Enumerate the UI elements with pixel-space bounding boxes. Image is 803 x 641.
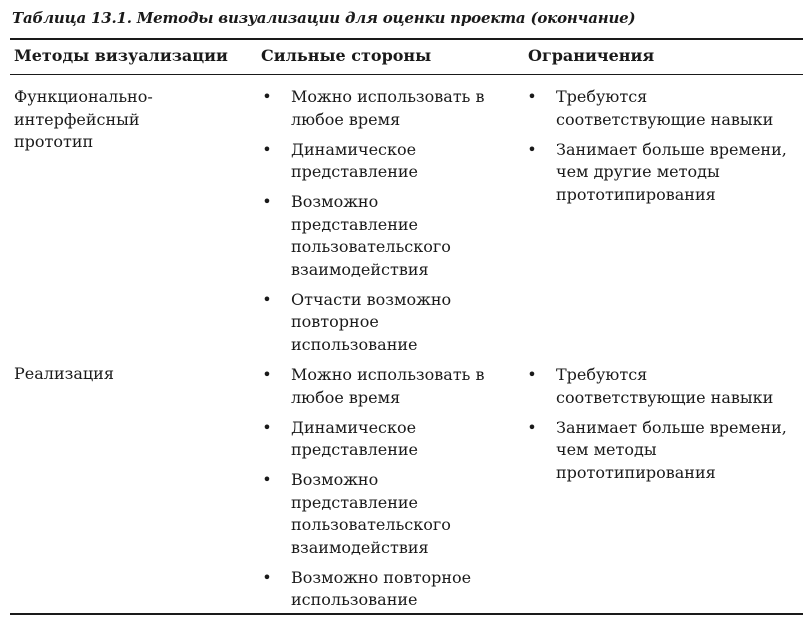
bullet-icon: • (527, 365, 537, 384)
item-line: Динамическое (291, 417, 417, 437)
list-item (260, 469, 500, 559)
list-item (260, 86, 500, 131)
item-line: Требуются (556, 87, 648, 106)
header-strengths: Сильные стороны (261, 46, 432, 65)
item-line: Возможно повторное (291, 567, 472, 587)
bullet-icon: • (262, 87, 272, 106)
row-1-method (14, 86, 153, 154)
table-bottom-rule (10, 613, 803, 615)
list-item (260, 289, 500, 357)
item-line: использование (291, 590, 418, 609)
item-line: Отчасти возможно (291, 289, 452, 309)
list-item (260, 567, 500, 612)
row-1-strengths-list (260, 86, 500, 364)
item-line: взаимодействия (291, 259, 429, 279)
item-line: соответствующие навыки (556, 387, 774, 407)
list-item (525, 139, 803, 207)
item-line: чем методы (556, 440, 657, 459)
bullet-icon: • (527, 417, 537, 437)
item-line: прототипирования (556, 184, 716, 204)
list-item (525, 417, 803, 485)
item-line: Возможно (291, 192, 379, 211)
method-line: Реализация (14, 364, 114, 383)
header-limitations: Ограничения (528, 46, 655, 65)
item-line: представление (291, 162, 419, 181)
item-line: любое время (291, 109, 401, 129)
item-line: взаимодействия (291, 537, 429, 557)
item-line: повторное (291, 312, 379, 331)
item-line: Возможно (291, 470, 379, 489)
item-line: чем другие методы (556, 162, 720, 181)
row-2-method (14, 363, 114, 386)
bullet-icon: • (262, 567, 272, 587)
item-line: Требуются (556, 365, 648, 384)
header-methods: Методы визуализации (14, 46, 228, 65)
list-item (260, 417, 500, 462)
method-line: интерфейсный (14, 109, 140, 129)
bullet-icon: • (527, 139, 537, 159)
item-line: Можно использовать в (291, 87, 485, 106)
table-caption: Таблица 13.1. Методы визуализации для оценки проекта (окончание) (12, 9, 636, 27)
item-line: использование (291, 334, 418, 354)
list-item (525, 364, 803, 409)
item-line: Можно использовать в (291, 365, 485, 384)
bullet-icon: • (262, 417, 272, 437)
bullet-icon: • (527, 87, 537, 106)
list-item (525, 86, 803, 131)
item-line: Динамическое (291, 139, 417, 159)
bullet-icon: • (262, 470, 272, 489)
item-line: представление (291, 214, 419, 234)
item-line: пользовательского (291, 237, 451, 256)
table-top-rule (10, 38, 803, 40)
item-line: соответствующие навыки (556, 109, 774, 129)
item-line: Занимает больше времени, (556, 417, 787, 437)
item-line: пользовательского (291, 515, 451, 534)
list-item (260, 139, 500, 184)
row-1-limitations-list (525, 86, 803, 214)
list-item (260, 364, 500, 409)
list-item (260, 191, 500, 281)
bullet-icon: • (262, 289, 272, 309)
item-line: Занимает больше времени, (556, 139, 787, 159)
item-line: прототипирования (556, 462, 716, 482)
row-2-strengths-list (260, 364, 500, 619)
item-line: представление (291, 440, 419, 459)
method-line: прототип (14, 132, 94, 151)
item-line: представление (291, 492, 419, 512)
item-line: любое время (291, 387, 401, 407)
table-header-rule (10, 74, 803, 75)
bullet-icon: • (262, 192, 272, 211)
bullet-icon: • (262, 139, 272, 159)
bullet-icon: • (262, 365, 272, 384)
method-line: Функционально- (14, 87, 153, 106)
row-2-limitations-list (525, 364, 803, 492)
